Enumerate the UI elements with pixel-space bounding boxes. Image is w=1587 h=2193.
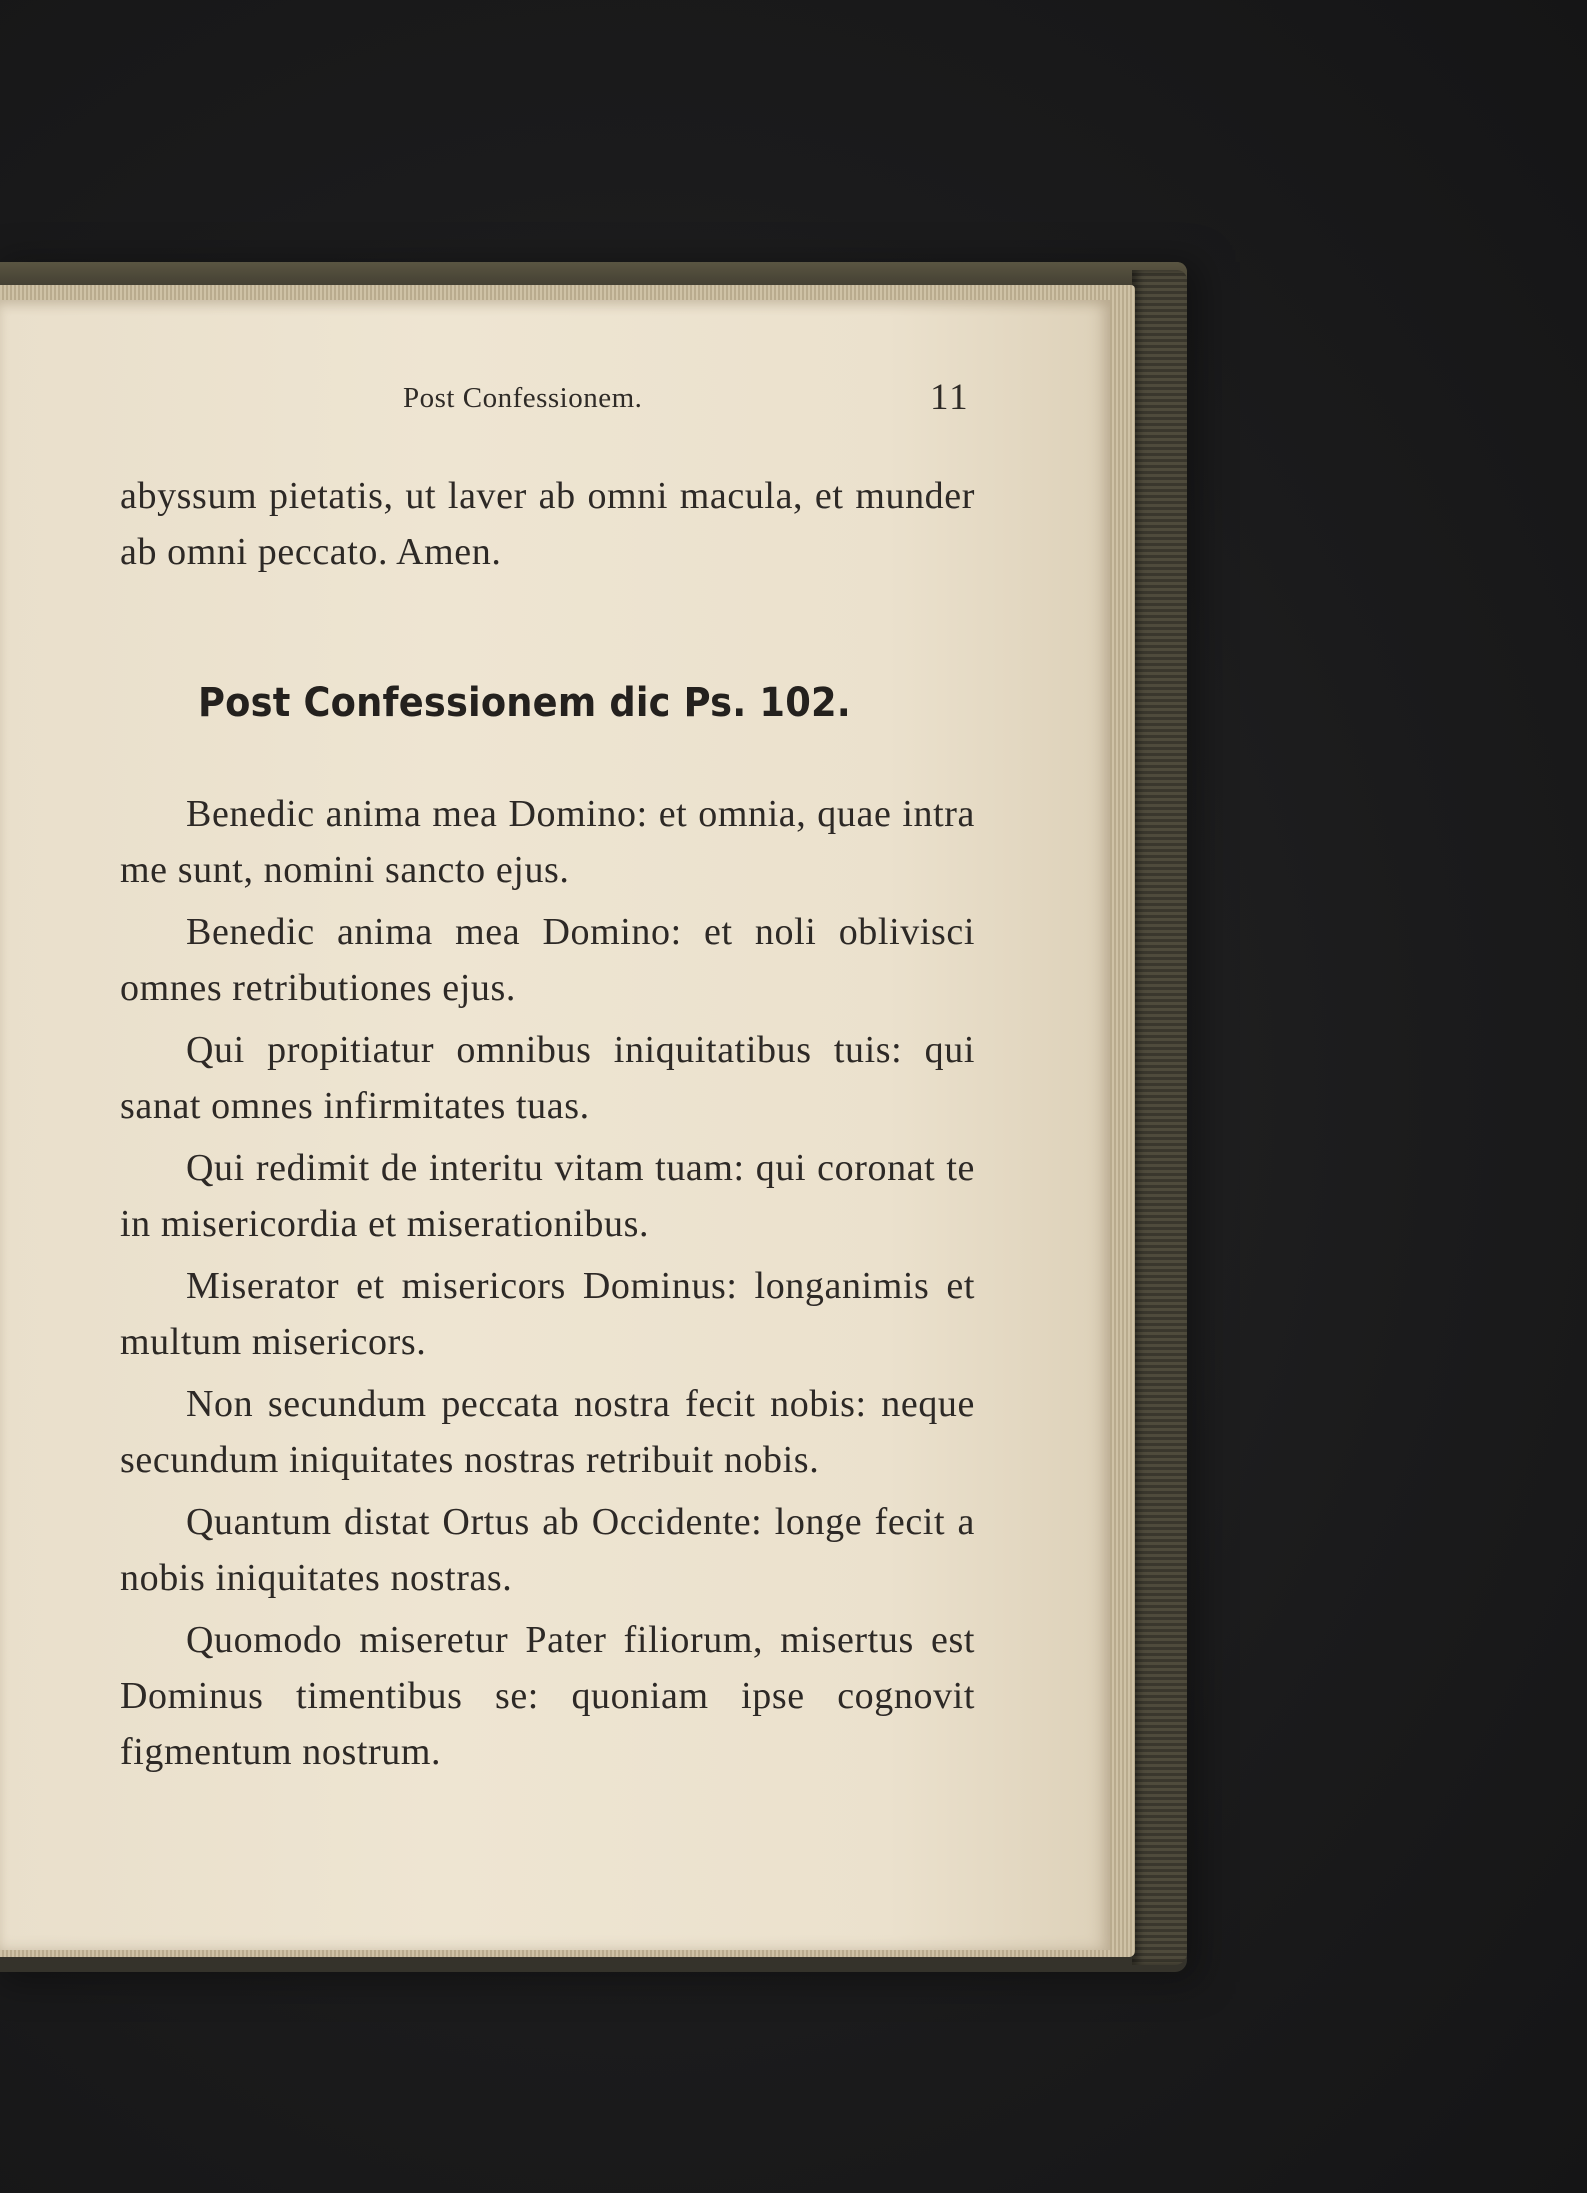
verse-3: Qui propitiatur omnibus iniquitatibus tuis: qui sanat omnes infirmitates tuas. (120, 1029, 975, 1127)
verse-4: Qui redimit de interitu vitam tuam: qui coronat te in misericordia et miserationibus. (120, 1147, 975, 1245)
running-title: Post Confessionem. (403, 382, 643, 414)
book-page (0, 300, 1110, 1950)
verse-8: Quomodo miseretur Pater filiorum, misertus est Dominus timentibus se: quoniam ipse cognovit figmentum nostrum. (120, 1619, 975, 1773)
intro-text: abyssum pietatis, ut laver ab omni macula, et munder ab omni peccato. Amen. (120, 475, 975, 573)
intro-paragraph (120, 468, 975, 586)
psalm-heading: Post Confessionem dic Ps. 102. (198, 680, 851, 726)
verse-6: Non secundum peccata nostra fecit nobis: neque secundum iniquitates nostras retribuit nobis. (120, 1383, 975, 1481)
page-number: 11 (930, 377, 970, 418)
book-spine-edge (1132, 270, 1187, 1965)
running-head (0, 377, 1110, 422)
verse-5: Miserator et misericors Dominus: longanimis et multum misericors. (120, 1265, 975, 1363)
verse-2: Benedic anima mea Domino: et noli oblivisci omnes retributiones ejus. (120, 911, 975, 1009)
verse-1: Benedic anima mea Domino: et omnia, quae intra me sunt, nomini sancto ejus. (120, 793, 975, 891)
psalm-verses (120, 786, 975, 1786)
verse-7: Quantum distat Ortus ab Occidente: longe fecit a nobis iniquitates nostras. (120, 1501, 975, 1599)
